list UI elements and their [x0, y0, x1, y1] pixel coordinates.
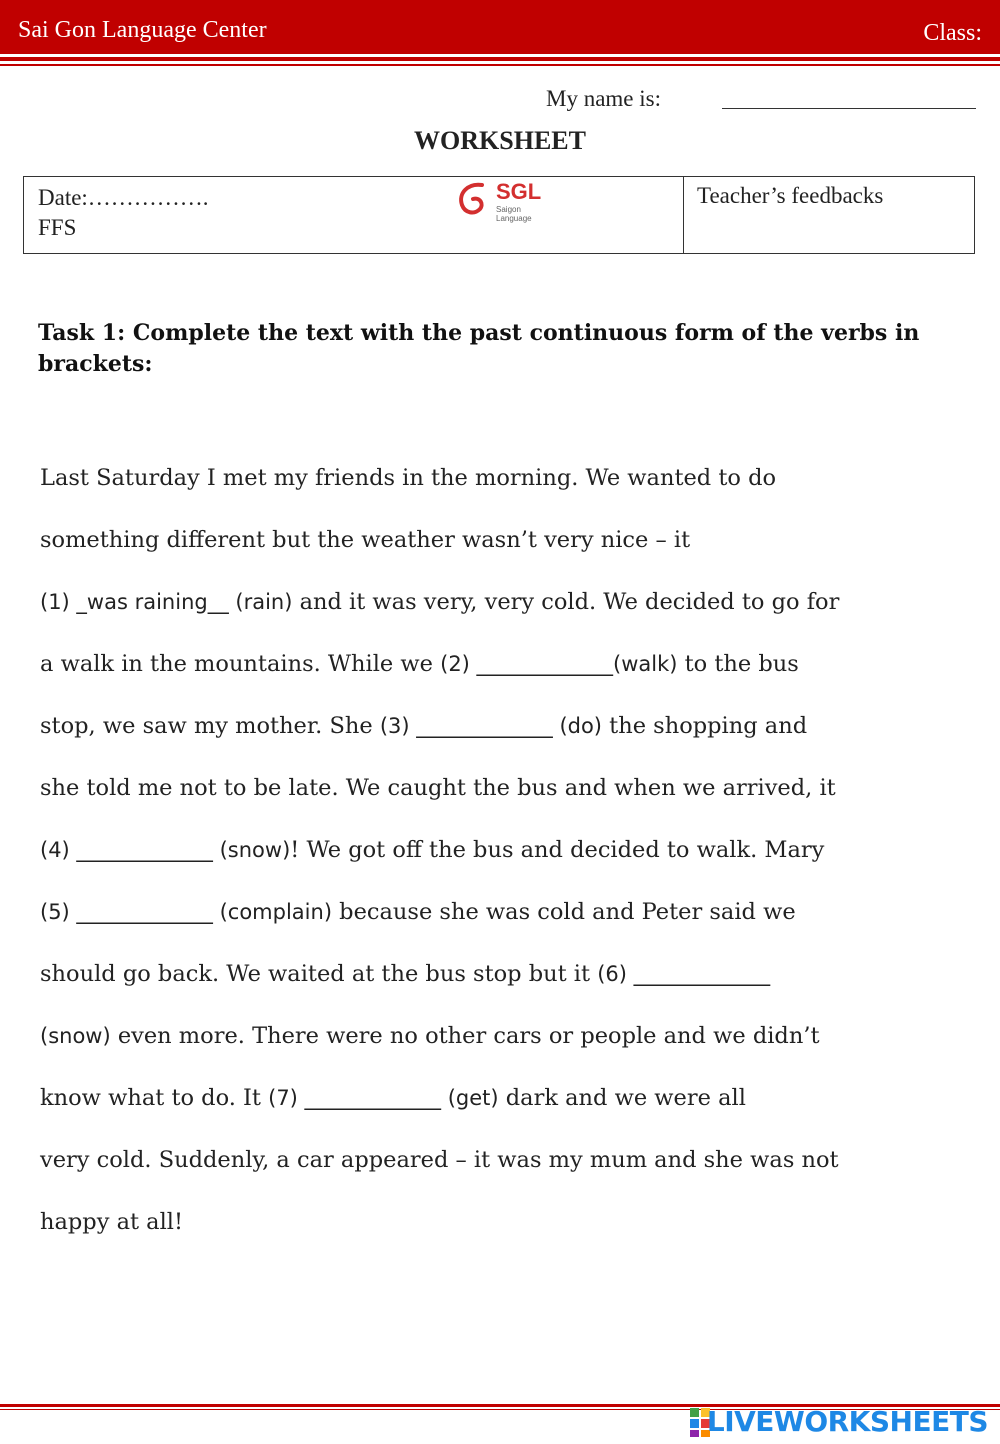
- page-title: WORKSHEET: [414, 126, 586, 155]
- answer-blank-6[interactable]: (6) _____________: [597, 962, 771, 986]
- passage-line: something different but the weather wasn’t very nice – it: [40, 527, 691, 553]
- reading-passage: [40, 455, 960, 1261]
- answer-blank-7[interactable]: (7) _____________ (get): [268, 1086, 499, 1110]
- name-label: My name is:: [546, 86, 661, 111]
- passage-line: [40, 827, 960, 889]
- passage-line: [40, 1075, 960, 1137]
- passage-text: ! We got off the bus and decided to walk. Mary: [290, 837, 825, 863]
- center-name: Sai Gon Language Center: [18, 17, 267, 43]
- passage-text: to the bus: [677, 651, 799, 677]
- liveworksheets-logo[interactable]: LIVEWORKSHEETS: [706, 1405, 988, 1438]
- answer-blank-5[interactable]: (5) _____________ (complain): [40, 900, 333, 924]
- answer-blank-4[interactable]: (4) _____________ (snow): [40, 838, 291, 862]
- passage-line: [40, 641, 960, 703]
- banner-rule: [0, 57, 1000, 61]
- task-instruction: Task 1: Complete the text with the past continuous form of the verbs in brackets:: [38, 320, 920, 377]
- passage-line: [40, 951, 960, 1013]
- logo-text: SGL: [496, 179, 542, 204]
- passage-text: know what to do. It: [40, 1085, 269, 1111]
- ffs-label: FFS: [38, 215, 77, 240]
- passage-text: and it was very, very cold. We decided to go for: [292, 589, 840, 615]
- answer-blank-2[interactable]: (2) _____________(walk): [440, 652, 678, 676]
- teacher-feedback-label: Teacher’s feedbacks: [697, 183, 884, 208]
- passage-text: the shopping and: [602, 713, 808, 739]
- name-input-line[interactable]: [722, 108, 976, 109]
- passage-line: very cold. Suddenly, a car appeared – it was my mum and she was not: [40, 1147, 839, 1173]
- table-divider: [683, 177, 684, 253]
- banner-rule-thin: [0, 64, 1000, 66]
- passage-line: [40, 703, 960, 765]
- info-table: [23, 176, 975, 254]
- verb-hint-6: (snow): [40, 1024, 111, 1048]
- passage-text: should go back. We waited at the bus stop but it: [40, 961, 598, 987]
- sgl-swirl-icon: [454, 179, 492, 219]
- passage-line: [40, 889, 960, 951]
- passage-text: even more. There were no other cars or people and we didn’t: [110, 1023, 820, 1049]
- answer-blank-3[interactable]: (3) _____________ (do): [379, 714, 603, 738]
- passage-text: stop, we saw my mother. She: [40, 713, 380, 739]
- passage-line: [40, 1013, 960, 1075]
- class-label: Class:: [923, 20, 982, 46]
- date-field: Date:…………….: [38, 185, 209, 210]
- passage-line: Last Saturday I met my friends in the morning. We wanted to do: [40, 465, 777, 491]
- passage-text: because she was cold and Peter said we: [332, 899, 796, 925]
- passage-text: dark and we were all: [498, 1085, 746, 1111]
- top-banner: [0, 0, 1000, 54]
- passage-line: happy at all!: [40, 1209, 184, 1235]
- passage-line: she told me not to be late. We caught the bus and when we arrived, it: [40, 775, 836, 801]
- sgl-logo: [454, 177, 554, 221]
- passage-line: [40, 579, 960, 641]
- passage-text: a walk in the mountains. While we: [40, 651, 441, 677]
- answer-blank-1[interactable]: (1) _was raining__ (rain): [40, 590, 293, 614]
- logo-subtext: Saigon Language: [496, 205, 532, 223]
